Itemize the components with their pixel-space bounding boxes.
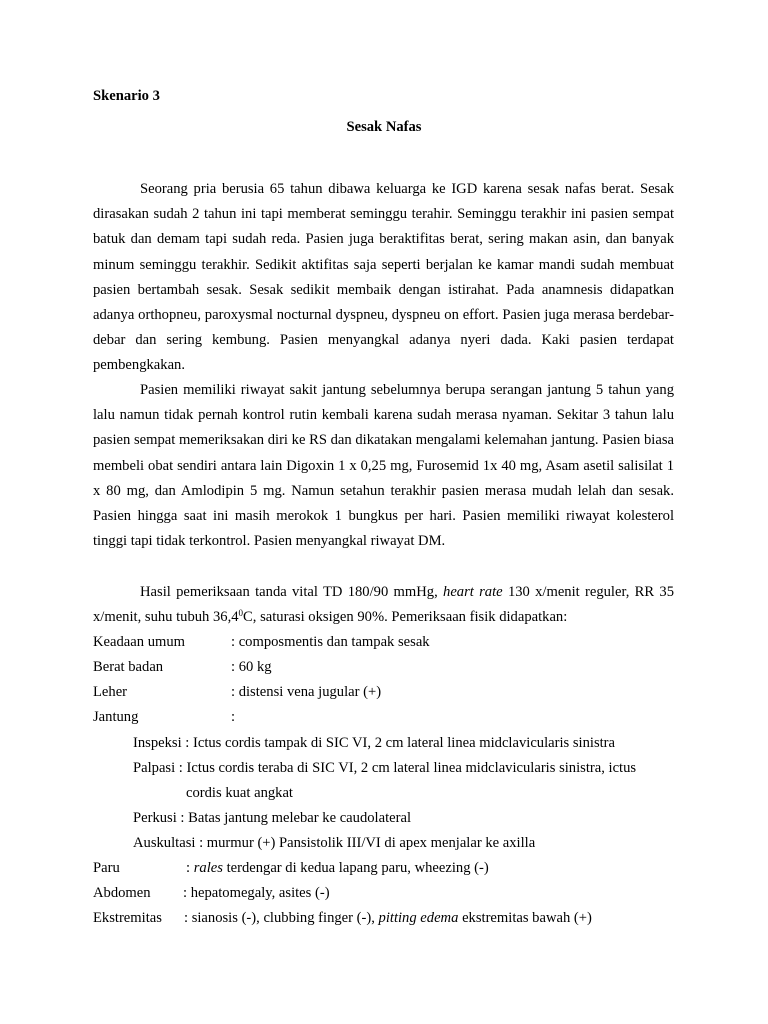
exam-label: Berat badan [93,659,164,675]
paragraph-2: Pasien memiliki riwayat sakit jantung sebelumnya berupa serangan jantung 5 tahun yang lalu namun tidak pernah kontrol rutin kembali karena sudah merasa nyaman. Sekitar 3 tahun lalu pasien sempat memeriksakan diri ke RS dan dikatakan mengalami kelemahan jantung. Pasien biasa membeli obat sendiri antara lain Digoxin 1 x 0,25 mg, Furosemid 1x 40 mg, Asam asetil salisilat 1 x 80 mg, dan Amlodipin 5 mg. Namun setahun terakhir pasien merasa mudah lelah dan sesak. Pasien hingga saat ini masih merokok 1 bungkus per hari. Pasien memiliki riwayat kolesterol tinggi tapi tidak terkontrol. Pasien menyangkal riwayat DM. [93,382,674,550]
exam-value: : [231,709,236,725]
jantung-inspeksi: Inspeksi : Ictus cordis tampak di SIC VI, 2 cm lateral linea midclavicularis sinistra [133,735,616,751]
exam-label: Jantung [93,709,139,725]
jantung-perkusi: Perkusi : Batas jantung melebar ke caudolateral [133,810,411,826]
paragraph-3 [93,580,674,630]
exam-value [184,910,592,927]
exam-label: Keadaan umum [93,634,185,650]
paru-rest: terdengar di kedua lapang paru, wheezing (-) [226,860,489,876]
exam-label: Leher [93,684,128,700]
paragraph-3-part-a: Hasil pemeriksaan tanda vital TD 180/90 mmHg, [140,584,438,600]
exam-value [186,860,489,877]
exam-label: Paru [93,860,120,876]
exam-value: : 60 kg [231,659,272,675]
exam-value: : distensi vena jugular (+) [231,684,382,700]
paragraph-3-part-c: C, saturasi oksigen 90%. Pemeriksaan fisik didapatkan: [243,609,568,626]
paragraph-3-part-b: 130 x/menit reguler, RR 35 x/menit, suhu tubuh 36,4 [93,584,675,626]
jantung-palpasi-line-1: Palpasi : Ictus cordis teraba di SIC VI, 2 cm lateral linea midclavicularis sinistra, ictus [133,760,637,776]
ekstremitas-part-a: : sianosis (-), clubbing finger (-), [184,910,375,926]
heart-rate-italic: heart rate [443,584,503,600]
rales-italic: rales [193,860,223,876]
scenario-label: Skenario 3 [93,88,160,104]
paru-colon: : [186,860,191,876]
exam-label: Ekstremitas [93,910,162,926]
jantung-palpasi-line-2: cordis kuat angkat [186,785,293,801]
exam-value: : hepatomegaly, asites (-) [183,885,330,901]
paragraph-1: Seorang pria berusia 65 tahun dibawa keluarga ke IGD karena sesak nafas berat. Sesak dirasakan sudah 2 tahun ini tapi memberat seminggu terahir. Seminggu terakhir ini pasien sempat batuk dan demam tapi sudah reda. Pasien juga beraktifitas berat, sering makan asin, dan banyak minum seminggu terakhir. Sedikit aktifitas saja seperti berjalan ke kamar mandi sudah membuat pasien bertambah sesak. Sesak sedikit membaik dengan istirahat. Pada anamnesis didapatkan adanya orthopneu, paroxysmal nocturnal dyspneu, dyspneu on effort. Pasien juga merasa berdebar-debar dan sering kembung. Pasien menyangkal adanya nyeri dada. Kaki pasien terdapat pembengkakan. [93,181,674,374]
degree-superscript: 0 [238,608,244,619]
exam-value: : composmentis dan tampak sesak [231,634,430,650]
ekstremitas-part-b: ekstremitas bawah (+) [462,910,592,926]
exam-label: Abdomen [93,885,151,901]
jantung-auskultasi: Auskultasi : murmur (+) Pansistolik III/VI di apex menjalar ke axilla [133,835,536,851]
document-title: Sesak Nafas [346,119,422,135]
pitting-edema-italic: pitting edema [378,910,459,926]
